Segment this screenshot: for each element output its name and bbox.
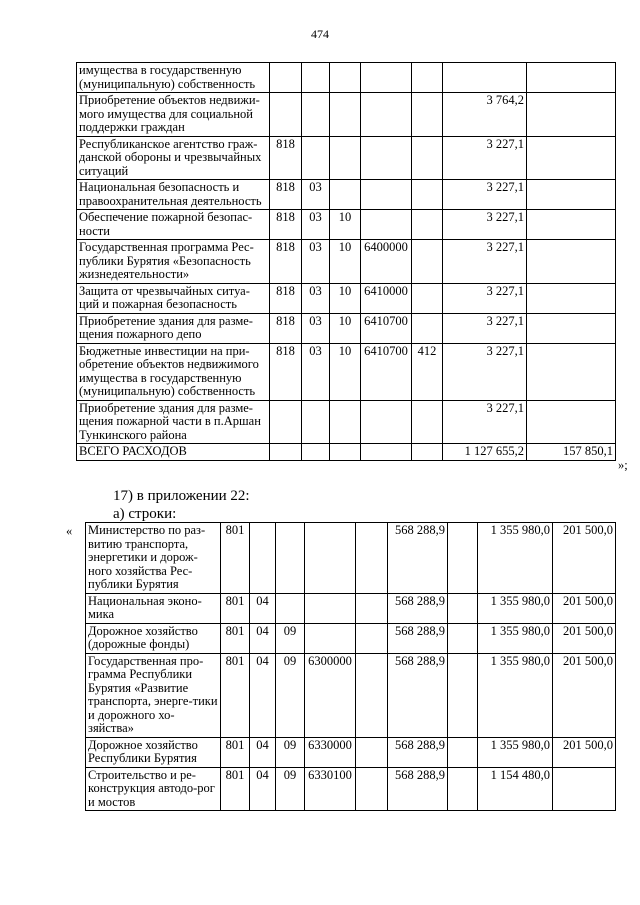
- cell-rz: 04: [250, 623, 276, 653]
- cell-vr: [412, 240, 443, 284]
- cell-name: Обеспечение пожарной безопас-ности: [77, 210, 270, 240]
- cell-code: [270, 63, 302, 93]
- cell-csr: 6410000: [361, 283, 412, 313]
- cell-sum: 3 227,1: [443, 136, 527, 180]
- cell-code: 818: [270, 313, 302, 343]
- cell-vr: 412: [412, 343, 443, 400]
- cell-sum2: [527, 180, 616, 210]
- cell-pr: [330, 136, 361, 180]
- cell-s1: 568 288,9: [388, 653, 448, 737]
- cell-sum: 3 227,1: [443, 313, 527, 343]
- cell-sum2: 157 850,1: [527, 444, 616, 461]
- table-row: [86, 593, 616, 623]
- cell-name: Национальная безопасность и правоохранительная деятельность: [77, 180, 270, 210]
- table-row: [86, 737, 616, 767]
- cell-sum2: [527, 283, 616, 313]
- cell-s2: 1 355 980,0: [478, 523, 553, 594]
- cell-name: Министерство по раз-витию транспорта, энергетики и дорож-ного хозяйства Рес-публики Бурятия: [86, 523, 221, 594]
- cell-code: 801: [221, 593, 250, 623]
- cell-csr: [305, 623, 356, 653]
- cell-pr: [330, 180, 361, 210]
- cell-csr: [305, 523, 356, 594]
- cell-code: 818: [270, 136, 302, 180]
- cell-rz: [302, 444, 330, 461]
- cell-vr: [412, 313, 443, 343]
- closing-quote: »;: [618, 458, 628, 472]
- cell-csr: [361, 400, 412, 444]
- cell-vr: [356, 523, 388, 594]
- cell-s1b: [448, 523, 478, 594]
- cell-csr: 6410700: [361, 343, 412, 400]
- cell-name: Дорожное хозяйство Республики Бурятия: [86, 737, 221, 767]
- cell-sum: 3 227,1: [443, 180, 527, 210]
- cell-s1b: [448, 593, 478, 623]
- table-row: [77, 210, 616, 240]
- cell-code: 801: [221, 623, 250, 653]
- cell-name: Национальная эконо-мика: [86, 593, 221, 623]
- cell-s2: 1 355 980,0: [478, 623, 553, 653]
- cell-sum: 3 227,1: [443, 283, 527, 313]
- cell-csr: 6330000: [305, 737, 356, 767]
- cell-code: 801: [221, 653, 250, 737]
- cell-vr: [412, 63, 443, 93]
- cell-pr: [276, 523, 305, 594]
- cell-sum2: [527, 343, 616, 400]
- cell-csr: [361, 180, 412, 210]
- table-row: [77, 283, 616, 313]
- cell-vr: [412, 444, 443, 461]
- cell-pr: [330, 93, 361, 137]
- table-row: [77, 313, 616, 343]
- cell-csr: [361, 93, 412, 137]
- cell-code: 818: [270, 210, 302, 240]
- cell-rz: 03: [302, 283, 330, 313]
- cell-s1b: [448, 767, 478, 811]
- cell-vr: [356, 737, 388, 767]
- cell-code: 801: [221, 523, 250, 594]
- cell-s1b: [448, 737, 478, 767]
- cell-vr: [412, 283, 443, 313]
- cell-csr: 6330100: [305, 767, 356, 811]
- cell-rz: 04: [250, 767, 276, 811]
- cell-sum: [443, 63, 527, 93]
- cell-s2: 1 355 980,0: [478, 737, 553, 767]
- table-row: [86, 653, 616, 737]
- cell-pr: 09: [276, 767, 305, 811]
- cell-code: 818: [270, 283, 302, 313]
- cell-sum2: [527, 400, 616, 444]
- cell-rz: 03: [302, 210, 330, 240]
- cell-name: ВСЕГО РАСХОДОВ: [77, 444, 270, 461]
- cell-s1: 568 288,9: [388, 767, 448, 811]
- cell-vr: [412, 93, 443, 137]
- table-row: [77, 63, 616, 93]
- table-row: [77, 240, 616, 284]
- cell-vr: [412, 400, 443, 444]
- cell-s2: 1 355 980,0: [478, 593, 553, 623]
- cell-csr: [361, 444, 412, 461]
- cell-sum: 3 227,1: [443, 210, 527, 240]
- cell-s3: 201 500,0: [553, 593, 616, 623]
- table-row: [77, 136, 616, 180]
- cell-sum2: [527, 136, 616, 180]
- cell-name: Защита от чрезвычайных ситуа-ций и пожарная безопасность: [77, 283, 270, 313]
- cell-vr: [412, 136, 443, 180]
- cell-sum: 3 764,2: [443, 93, 527, 137]
- cell-rz: 04: [250, 653, 276, 737]
- cell-pr: [330, 400, 361, 444]
- cell-rz: 04: [250, 737, 276, 767]
- cell-pr: 09: [276, 653, 305, 737]
- cell-sum: 1 127 655,2: [443, 444, 527, 461]
- cell-code: [270, 400, 302, 444]
- cell-sum: 3 227,1: [443, 240, 527, 284]
- cell-pr: 10: [330, 313, 361, 343]
- cell-vr: [356, 623, 388, 653]
- cell-pr: 10: [330, 283, 361, 313]
- cell-name: Приобретение объектов недвижи-мого имущества для социальной поддержки граждан: [77, 93, 270, 137]
- cell-s3: 201 500,0: [553, 653, 616, 737]
- cell-csr: [305, 593, 356, 623]
- cell-name: Государственная про-грамма Республики Бурятия «Развитие транспорта, энерге-тики и дорожного хо-зяйства»: [86, 653, 221, 737]
- cell-pr: [276, 593, 305, 623]
- cell-name: Приобретение здания для разме-щения пожарной части в п.Аршан Тункинского района: [77, 400, 270, 444]
- cell-code: 801: [221, 737, 250, 767]
- cell-pr: [330, 63, 361, 93]
- cell-csr: 6400000: [361, 240, 412, 284]
- cell-name: Бюджетные инвестиции на при-обретение объектов недвижимого имущества в государственную (муниципальную) собственность: [77, 343, 270, 400]
- table-row: [86, 767, 616, 811]
- cell-code: [270, 93, 302, 137]
- cell-s3: 201 500,0: [553, 623, 616, 653]
- cell-sum2: [527, 240, 616, 284]
- table-row: [86, 523, 616, 594]
- opening-quote: «: [66, 524, 73, 538]
- cell-name: Дорожное хозяйство (дорожные фонды): [86, 623, 221, 653]
- cell-code: 818: [270, 240, 302, 284]
- cell-rz: 03: [302, 313, 330, 343]
- page-number: 474: [311, 27, 329, 41]
- cell-sum: 3 227,1: [443, 400, 527, 444]
- table-row: [77, 93, 616, 137]
- cell-s1: 568 288,9: [388, 623, 448, 653]
- cell-csr: [361, 63, 412, 93]
- cell-sum2: [527, 210, 616, 240]
- cell-rz: [302, 93, 330, 137]
- cell-vr: [356, 593, 388, 623]
- cell-name: имущества в государственную (муниципальную) собственность: [77, 63, 270, 93]
- cell-s3: 201 500,0: [553, 737, 616, 767]
- cell-sum: 3 227,1: [443, 343, 527, 400]
- cell-sum2: [527, 93, 616, 137]
- cell-code: 818: [270, 343, 302, 400]
- cell-name: Приобретение здания для разме-щения пожарного депо: [77, 313, 270, 343]
- cell-rz: 04: [250, 593, 276, 623]
- table-row: [77, 180, 616, 210]
- cell-name: Строительство и ре-конструкция автодо-рог и мостов: [86, 767, 221, 811]
- cell-vr: [356, 653, 388, 737]
- expenses-table: [76, 62, 616, 461]
- cell-s1: 568 288,9: [388, 593, 448, 623]
- cell-code: 818: [270, 180, 302, 210]
- cell-pr: 10: [330, 240, 361, 284]
- cell-rz: 03: [302, 180, 330, 210]
- cell-s1: 568 288,9: [388, 737, 448, 767]
- cell-rz: [250, 523, 276, 594]
- cell-s2: 1 154 480,0: [478, 767, 553, 811]
- cell-pr: 09: [276, 737, 305, 767]
- cell-vr: [412, 180, 443, 210]
- cell-rz: [302, 136, 330, 180]
- cell-s3: [553, 767, 616, 811]
- table-row: [77, 400, 616, 444]
- cell-sum2: [527, 313, 616, 343]
- item-a: а) строки:: [113, 506, 177, 522]
- cell-code: [270, 444, 302, 461]
- cell-csr: 6300000: [305, 653, 356, 737]
- cell-pr: 10: [330, 343, 361, 400]
- cell-code: 801: [221, 767, 250, 811]
- cell-rz: 03: [302, 240, 330, 284]
- cell-csr: 6410700: [361, 313, 412, 343]
- table-row: [77, 343, 616, 400]
- cell-csr: [361, 136, 412, 180]
- cell-name: Государственная программа Рес-публики Бурятия «Безопасность жизнедеятельности»: [77, 240, 270, 284]
- cell-pr: [330, 444, 361, 461]
- cell-s1: 568 288,9: [388, 523, 448, 594]
- appendix-22-table: [85, 522, 616, 811]
- cell-csr: [361, 210, 412, 240]
- cell-sum2: [527, 63, 616, 93]
- cell-s3: 201 500,0: [553, 523, 616, 594]
- item-17: 17) в приложении 22:: [113, 488, 250, 504]
- cell-s1b: [448, 623, 478, 653]
- cell-rz: [302, 400, 330, 444]
- cell-vr: [412, 210, 443, 240]
- table-row: [77, 444, 616, 461]
- cell-vr: [356, 767, 388, 811]
- cell-pr: 10: [330, 210, 361, 240]
- cell-s2: 1 355 980,0: [478, 653, 553, 737]
- cell-rz: [302, 63, 330, 93]
- cell-pr: 09: [276, 623, 305, 653]
- cell-s1b: [448, 653, 478, 737]
- cell-name: Республиканское агентство граж-данской обороны и чрезвычайных ситуаций: [77, 136, 270, 180]
- cell-rz: 03: [302, 343, 330, 400]
- table-row: [86, 623, 616, 653]
